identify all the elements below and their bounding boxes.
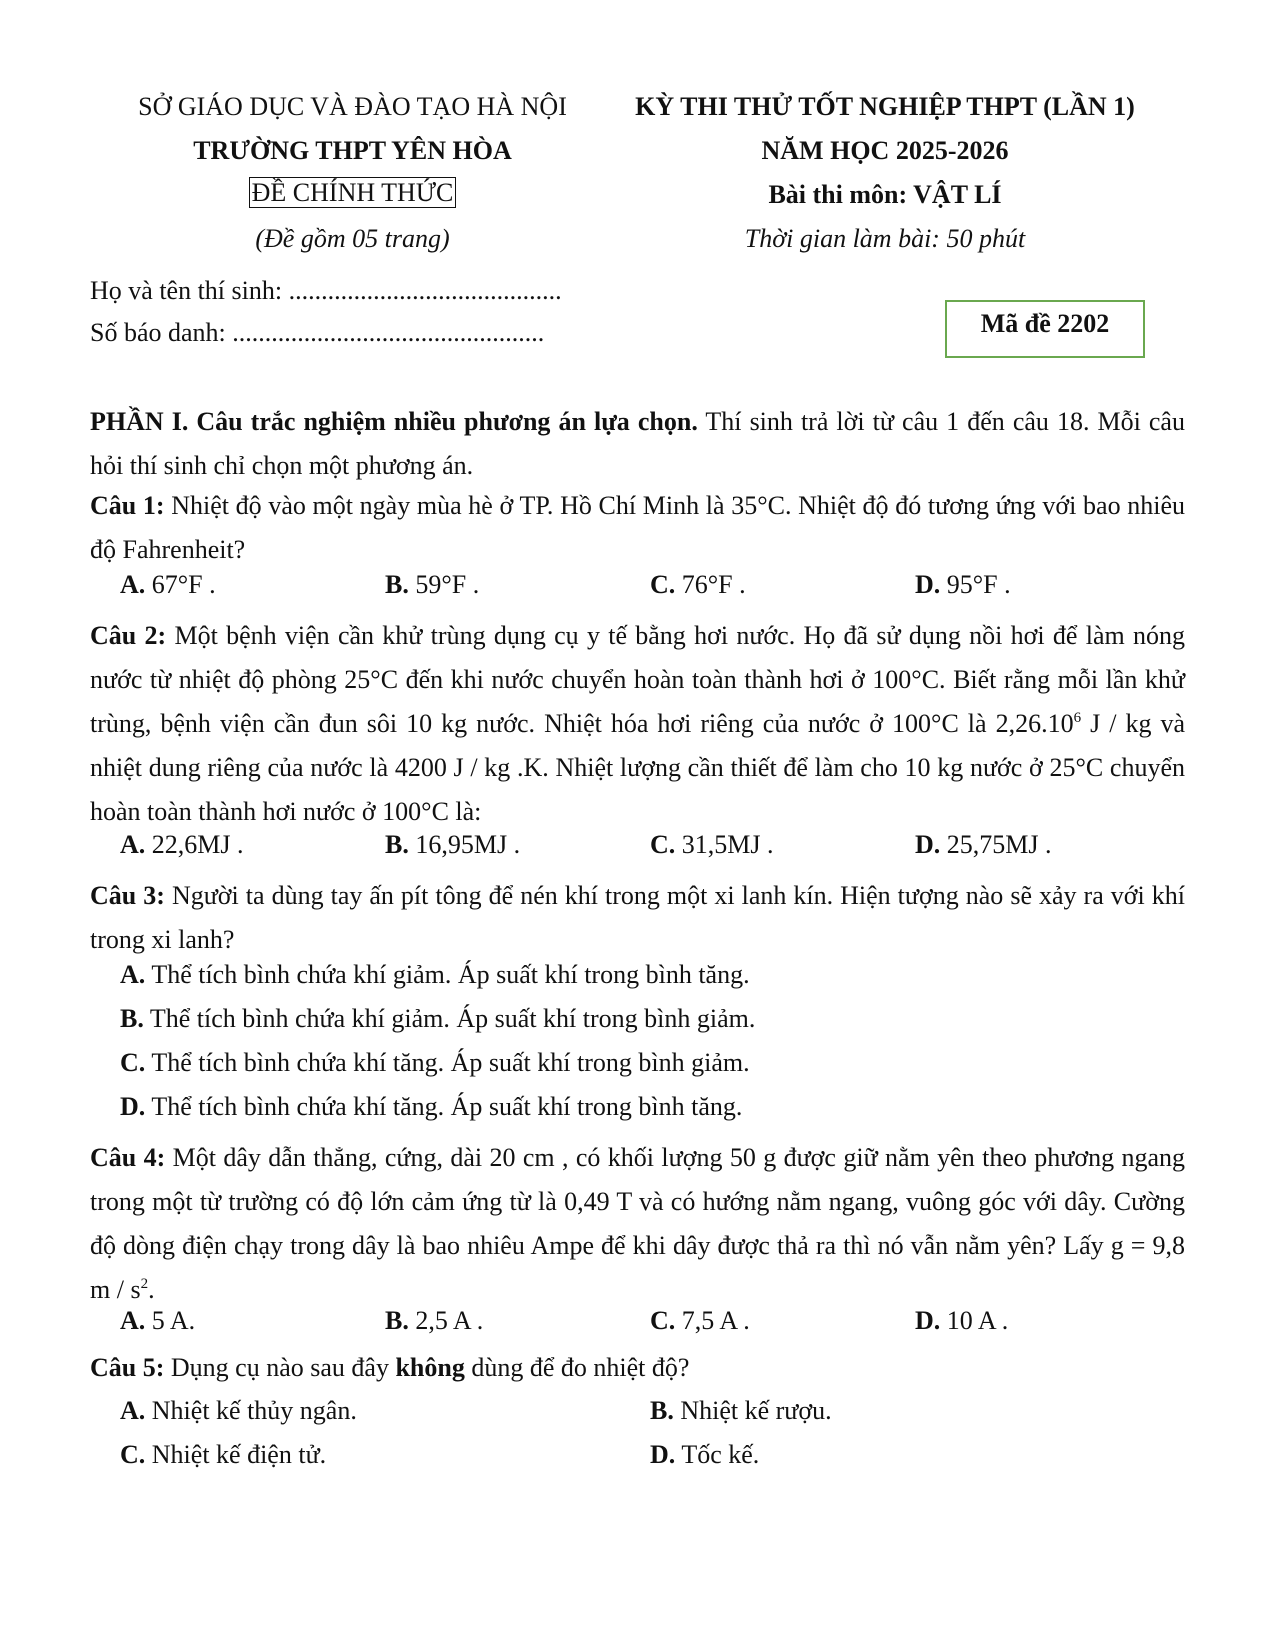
exam-title: KỲ THI THỬ TỐT NGHIỆP THPT (LẦN 1) [635, 92, 1135, 121]
q1-option-d: D. 95°F . [915, 570, 1011, 599]
q4-option-d: D. 10 A . [915, 1306, 1009, 1335]
q5-option-b: B. Nhiệt kế rượu. [650, 1396, 832, 1425]
q2-option-c: C. 31,5MJ . [650, 830, 774, 859]
time-limit: Thời gian làm bài: 50 phút [744, 224, 1026, 253]
question-text: Nhiệt độ vào một ngày mùa hè ở TP. Hồ Chí Minh là 35°C. Nhiệt độ đó tương ứng với bao nhiêu độ Fahrenheit? [90, 491, 1186, 564]
q2-option-d: D. 25,75MJ . [915, 830, 1052, 859]
section-heading [90, 400, 1185, 488]
school-name: TRƯỜNG THPT YÊN HÒA [193, 136, 512, 165]
question-text-cont: J / kg và nhiệt dung riêng của nước là 4200 J / kg .K. Nhiệt lượng cần thiết để làm cho 10 kg nước ở 25°C chuyển hoàn toàn thành hơi nước ở 100°C là: [90, 709, 1185, 826]
exponent: 6 [1073, 710, 1082, 726]
q1-option-a: A. 67°F . [120, 570, 216, 599]
question-text-cont: . [148, 1275, 155, 1304]
question-5: Câu 5: Dụng cụ nào sau đây không dùng để đo nhiệt độ? [90, 1353, 690, 1382]
q2-option-a: A. 22,6MJ . [120, 830, 244, 859]
q5-option-d: D. Tốc kế. [650, 1440, 760, 1469]
q4-option-a: A. 5 A. [120, 1306, 196, 1335]
official-stamp [90, 178, 615, 208]
question-2 [90, 614, 1185, 834]
q5-option-c: C. Nhiệt kế điện tử. [120, 1440, 327, 1469]
page-count-note: (Đề gồm 05 trang) [255, 224, 450, 253]
q3-option-c: C. Thể tích bình chứa khí tăng. Áp suất khí trong bình giảm. [120, 1048, 750, 1077]
subject: Bài thi môn: VẬT LÍ [768, 180, 1002, 209]
question-label: Câu 4: [90, 1143, 166, 1172]
question-4 [90, 1136, 1185, 1312]
q3-option-b: B. Thể tích bình chứa khí giảm. Áp suất khí trong bình giảm. [120, 1004, 756, 1033]
section-instruction: Thí sinh trả lời từ câu 1 đến câu 18. Mỗi câu hỏi thí sinh chỉ chọn một phương án. [90, 407, 1185, 480]
question-text: Một bệnh viện cần khử trùng dụng cụ y tế bằng hơi nước. Họ đã sử dụng nồi hơi để làm nóng nước từ nhiệt độ phòng 25°C đến khi nước chuyển hoàn toàn thành hơi ở 100°C. Biết rằng mỗi lần khử trùng, bệnh viện cần đun sôi 10 kg nước. Nhiệt hóa hơi riêng của nước ở 100°C là 2,26.10 [90, 621, 1185, 738]
department-name: SỞ GIÁO DỤC VÀ ĐÀO TẠO HÀ NỘI [138, 92, 567, 121]
question-text: Người ta dùng tay ấn pít tông để nén khí trong một xi lanh kín. Hiện tượng nào sẽ xảy ra với khí trong xi lanh? [90, 881, 1185, 954]
exponent: 2 [140, 1276, 149, 1292]
candidate-name-field: Họ và tên thí sinh: .......................................... [90, 276, 562, 305]
section-title: PHẦN I. Câu trắc nghiệm nhiều phương án lựa chọn. [90, 407, 698, 436]
q4-option-b: B. 2,5 A . [385, 1306, 484, 1335]
q4-option-c: C. 7,5 A . [650, 1306, 750, 1335]
exam-code-box: Mã đề 2202 [945, 300, 1145, 358]
official-label: ĐỀ CHÍNH THỨC [249, 177, 457, 208]
q2-option-b: B. 16,95MJ . [385, 830, 521, 859]
q1-option-c: C. 76°F . [650, 570, 746, 599]
question-text: Một dây dẫn thẳng, cứng, dài 20 cm , có khối lượng 50 g được giữ nằm yên theo phương ngang trong một từ trường có độ lớn cảm ứng từ là 0,49 T và có hướng nằm ngang, vuông góc với dây. Cường độ dòng điện chạy trong dây là bao nhiêu Ampe để khi dây được thả ra thì nó vẫn nằm yên? Lấy g = 9,8 m / s [90, 1143, 1185, 1304]
emphasis: không [395, 1353, 465, 1382]
question-label: Câu 5: [90, 1353, 165, 1382]
question-label: Câu 3: [90, 881, 165, 910]
q3-option-d: D. Thể tích bình chứa khí tăng. Áp suất khí trong bình tăng. [120, 1092, 743, 1121]
school-year: NĂM HỌC 2025-2026 [761, 136, 1009, 165]
question-label: Câu 1: [90, 491, 165, 520]
question-3 [90, 874, 1185, 962]
q5-option-a: A. Nhiệt kế thủy ngân. [120, 1396, 357, 1425]
question-label: Câu 2: [90, 621, 167, 650]
q3-option-a: A. Thể tích bình chứa khí giảm. Áp suất khí trong bình tăng. [120, 960, 750, 989]
q1-option-b: B. 59°F . [385, 570, 480, 599]
candidate-id-field: Số báo danh: ................................................ [90, 318, 545, 347]
question-1 [90, 484, 1185, 572]
